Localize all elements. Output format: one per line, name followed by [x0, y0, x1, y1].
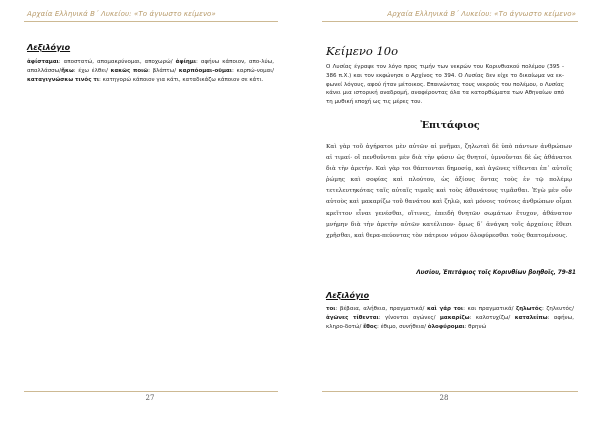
lexicon-gloss: : γίνονται αγώνες/: [378, 315, 440, 321]
header-rule-right: [322, 21, 578, 22]
lexicon-title-right: Λεξιλόγιο: [326, 291, 370, 300]
lexicon-body-left: [27, 58, 274, 85]
running-head-left: Αρχαία Ελληνικά Β΄ Λυκείου: «Το άγνωστο κείμενο»: [27, 10, 216, 18]
footer-rule-left: [24, 391, 278, 392]
lexicon-term: ἀγῶνες τίθενται: [326, 315, 379, 321]
lexicon-term: μακαρίζω: [439, 315, 470, 321]
lexicon-gloss: : κατηγορώ κάποιον για κάτι, καταδικάζω κάποιον σε κάτι.: [99, 77, 264, 83]
page-number-left: 27: [145, 394, 155, 402]
lexicon-gloss: : θρηνώ: [464, 324, 487, 330]
lexicon-term: ζηλωτός: [515, 306, 542, 312]
epitaph-title: Ἐπιτάφιος: [420, 120, 480, 131]
lexicon-gloss: : βλάπτω/: [148, 68, 179, 74]
lexicon-term: καρπόομαι-οῦμαι: [178, 68, 232, 74]
footer-rule-right: [322, 391, 578, 392]
text-title: Κείμενο 10ο: [326, 44, 399, 58]
lexicon-term: ἀφίσταμαι: [27, 59, 59, 65]
lexicon-gloss: : και πραγματικά/: [463, 306, 516, 312]
lexicon-term: ὀλοφύρομαι: [427, 324, 465, 330]
lexicon-gloss: : αφήνω κάποιον, απο-λύω, απαλλάσσω/: [27, 59, 274, 74]
lexicon-gloss: : καρπώ-νομαι/: [231, 68, 274, 74]
lexicon-gloss: : έχω έλθει/: [73, 68, 111, 74]
lexicon-gloss: : αποστατώ, απομακρύνομαι, αποχωρώ/: [58, 59, 176, 65]
lexicon-gloss: : αφήνω, κληρο-δοτώ/: [326, 315, 574, 330]
lexicon-gloss: : βέβαια, αλήθεια, πραγματικά/: [335, 306, 427, 312]
lexicon-gloss: : έθιμο, συνήθεια/: [376, 324, 428, 330]
source-citation: Λυσίου, Ἐπιτάφιος τοῖς Κορινθίων βοηθοῖς, 79-81: [416, 270, 576, 276]
lexicon-gloss: : ζηλευτός/: [541, 306, 575, 312]
lexicon-term: τοι: [326, 306, 336, 312]
lexicon-gloss: : καλοτυχίζω/: [469, 315, 515, 321]
lexicon-term: ἥκω: [61, 68, 74, 74]
lexicon-body-right: [326, 305, 574, 332]
lexicon-term: καὶ γάρ τοι: [426, 306, 464, 312]
page-number-right: 28: [439, 394, 449, 402]
lexicon-term: ἔθος: [363, 324, 377, 330]
ancient-greek-text: Καὶ γὰρ τοῦ ἀγήρατοι μὲν αὐτῶν αἱ μνῆμαι, ζηλωταὶ δὲ ὑπὸ πάντων ἀνθρώπων αἱ τιμαί· οἳ πενθοῦνται μὲν διὰ τὴν φύσιν ὡς θνητοί, ὑμνοῦνται δὲ ὡς ἀθάνατοι διὰ τὴν ἀρετήν. Καὶ γὰρ τοι θάπτονται δημοσίᾳ, καὶ ἀγῶνες τίθενται ἐπ᾽ αὐτοῖς ῥώμης καὶ σοφίας καὶ πλούτου, ὡς ἀξίους ὄντας τοὺς ἐν τῷ πολέμῳ τετελευτηκότας ταῖς αὐταῖς τιμαῖς καὶ τοὺς ἀθανάτους τιμᾶσθαι. Ἐγὼ μὲν οὖν αὐτοὺς καὶ μακαρίζω τοῦ θανάτου καὶ ζηλῶ, καὶ μόνοις τούτοις ἀνθρώπων οἶμαι κρεῖττον εἶναι γενέσθαι, οἵτινες, ἐπειδὴ θνητῶν σωμάτων ἔτυχον, ἀθάνατον μνήμην διὰ τὴν ἀρετὴν αὑτῶν κατέλιπον· ὅμως δ᾽ ἀνάγκη τοῖς ἀρχαίοις ἔθεσι χρῆσθαι, καὶ θερα-πεύοντας τὸν πάτριον νόμον ὀλοφύρεσθαι τοὺς θαπτομένους.: [326, 144, 572, 239]
running-head-right: Αρχαία Ελληνικά Β΄ Λυκείου: «Το άγνωστο κείμενο»: [387, 10, 576, 18]
intro-paragraph: Ο Λυσίας έγραψε τον λόγο προς τιμήν των νεκρών του Κορινθιακού πολέμου (395 - 386 π.Χ.) και τον εκφώνησε ο Αρχίνος το 394. Ο Λυσίας δεν είχε το δικαίωμα να εκ-φωνεί λόγους, αφού ήταν μέτοικος. Επαινώντας τους νεκρούς του πολέμου, ο Λυσίας κάνει μια ιστορική αναδρομή, αναφέροντας όλα τα κατορθώματα των Αθηναίων από τη μυθική εποχή ως τις μέρες του.: [326, 64, 564, 106]
lexicon-term: καταλείπω: [514, 315, 548, 321]
header-rule-left: [24, 21, 278, 22]
lexicon-term: καταγιγνώσκω τινός τι: [27, 77, 100, 83]
lexicon-term: κακῶς ποιῶ: [110, 68, 149, 74]
lexicon-title-left: Λεξιλόγιο: [27, 43, 71, 52]
lexicon-term: ἀφίημι: [175, 59, 196, 65]
